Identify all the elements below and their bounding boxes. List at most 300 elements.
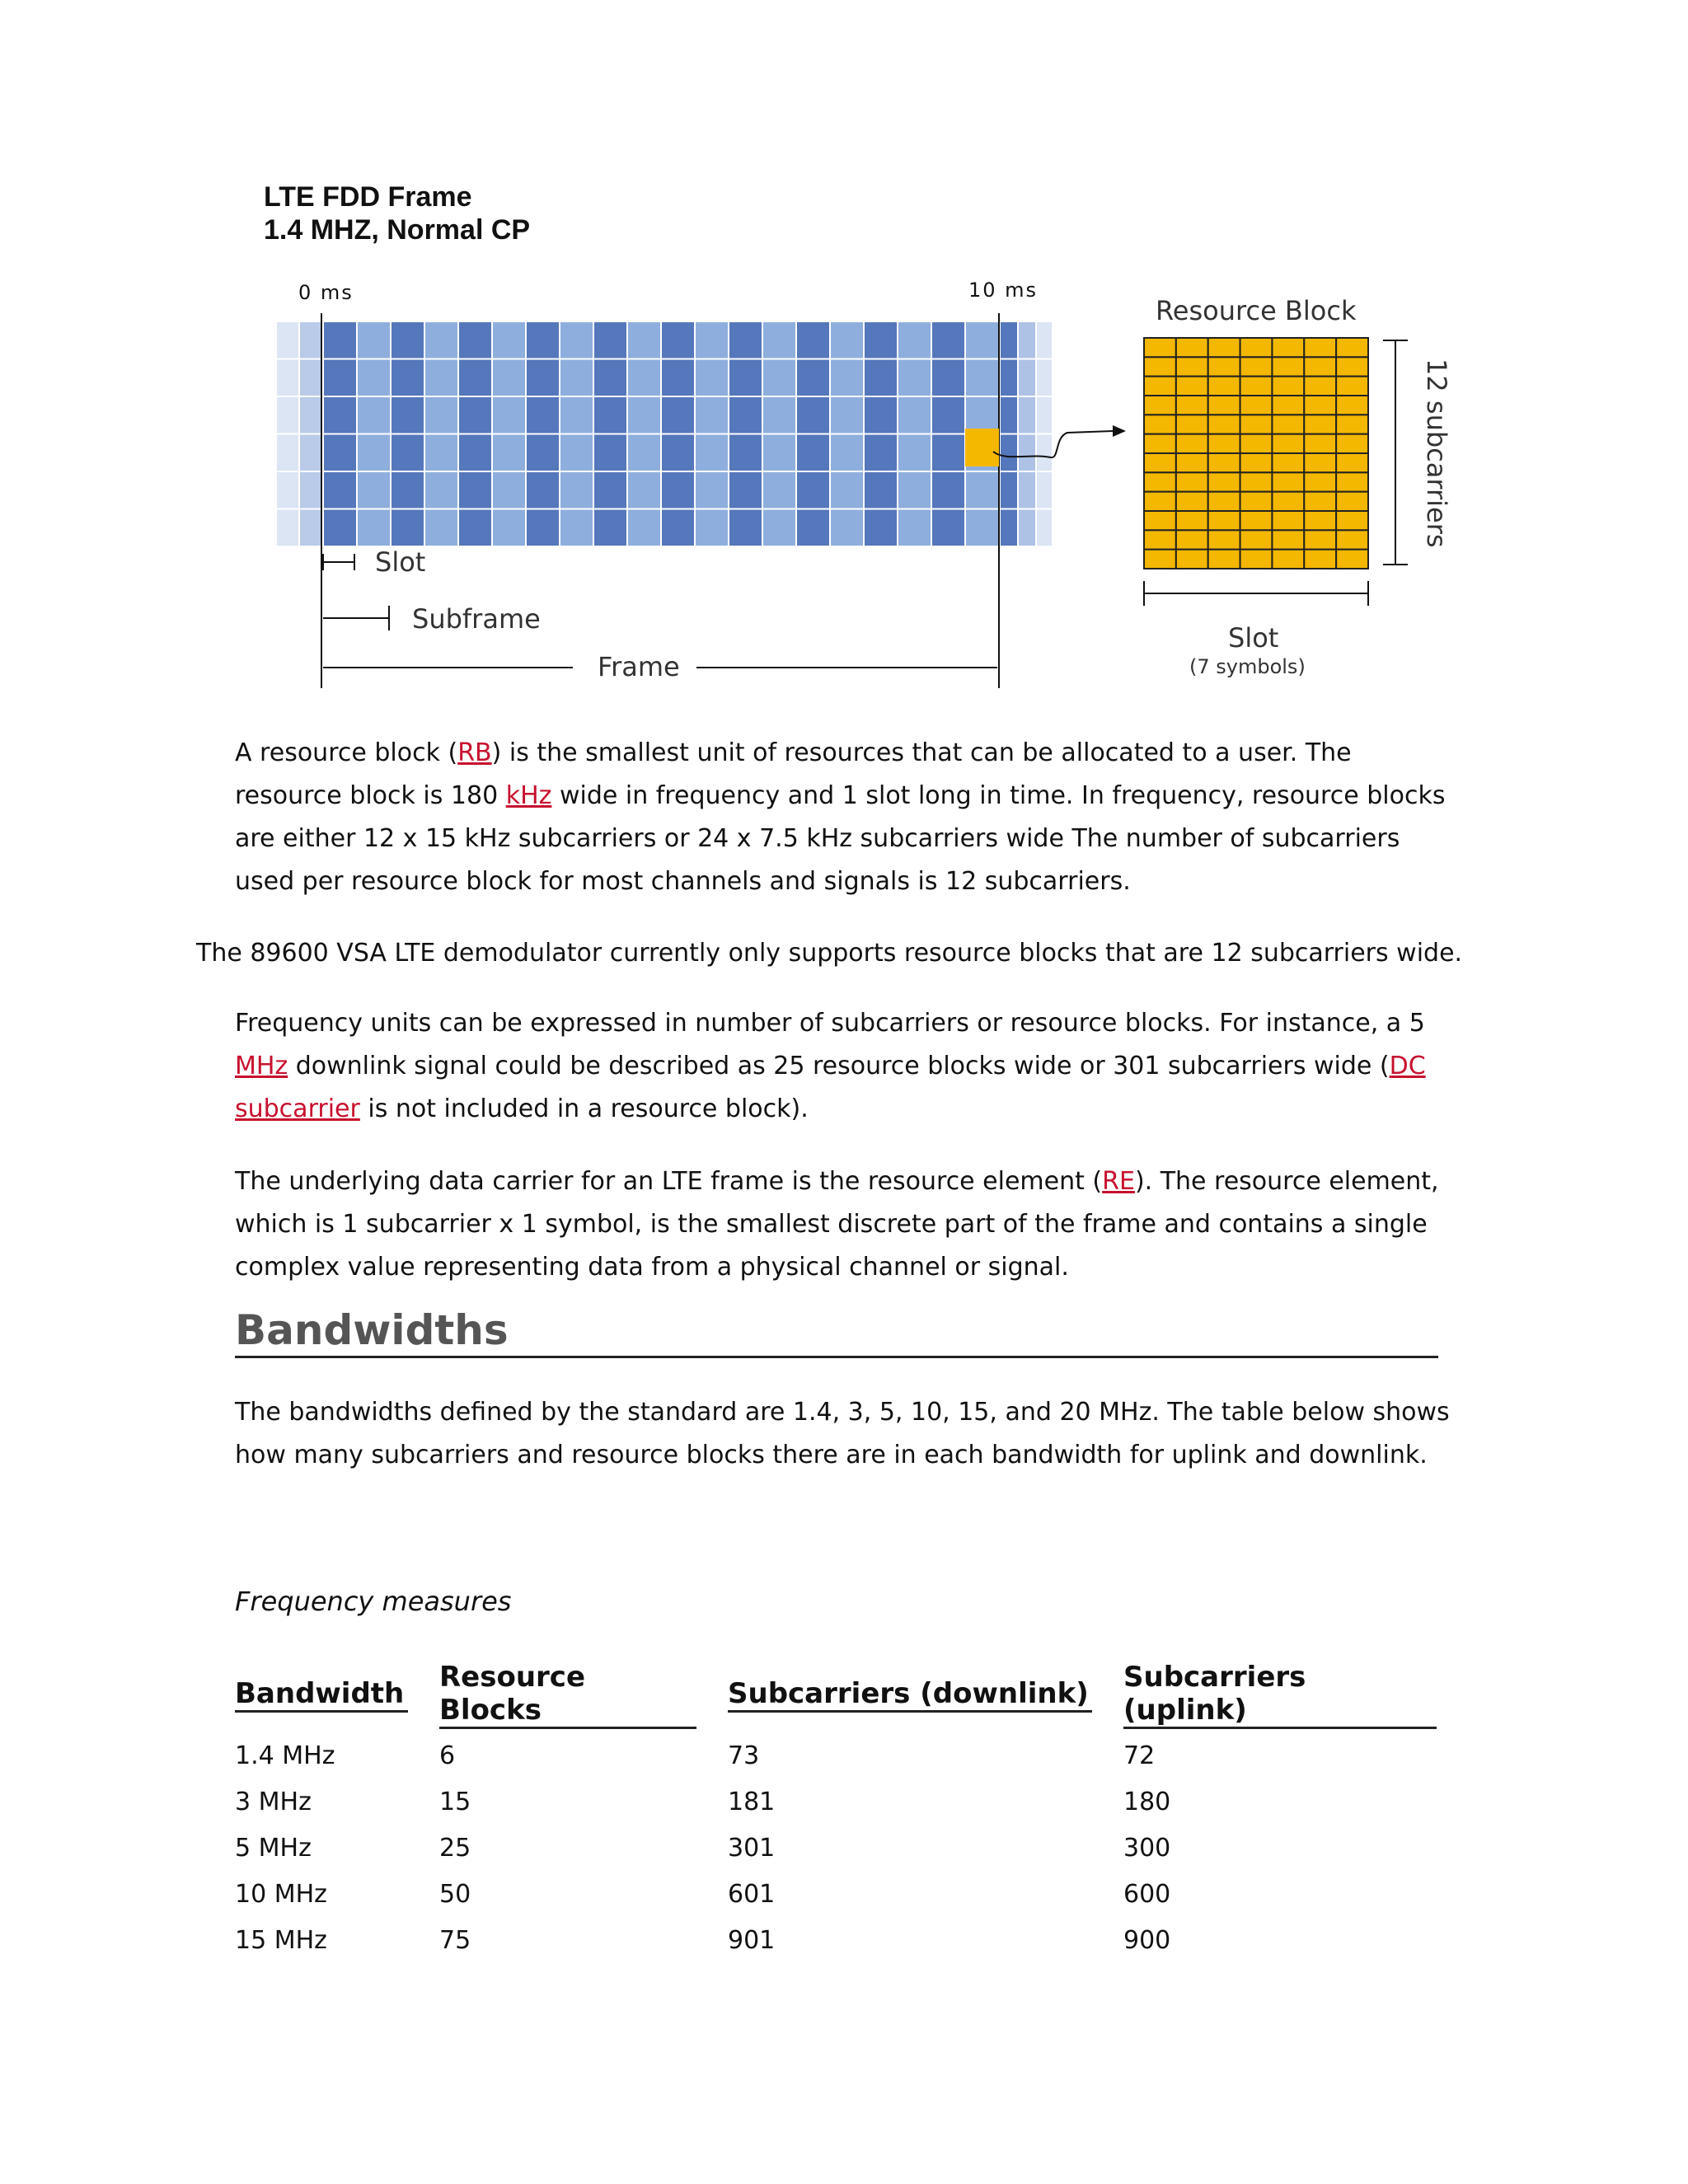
frame-cell <box>627 359 661 397</box>
rb-cell <box>1304 357 1336 376</box>
table-row <box>235 1917 1437 1963</box>
frame-cell <box>965 396 999 434</box>
cell-resource-blocks: 6 <box>439 1741 456 1770</box>
fade-cell <box>276 359 299 397</box>
frame-cell <box>323 434 357 472</box>
rb-cell <box>1336 472 1368 491</box>
rb-cell <box>1272 338 1304 357</box>
rb-cell <box>1272 415 1304 434</box>
table-row <box>235 1871 1437 1917</box>
rb-cell <box>1240 550 1273 569</box>
frame-cell <box>931 359 965 397</box>
frame-cell <box>424 396 458 434</box>
frame-cell <box>357 359 391 397</box>
frame-cell <box>323 471 357 509</box>
frame-cell <box>729 321 762 359</box>
frame-cell <box>898 359 931 397</box>
frame-cell <box>661 434 695 472</box>
p3-text-c: is not included in a resource block). <box>359 1094 809 1123</box>
frame-cell <box>661 396 695 434</box>
frame-cell <box>323 321 357 359</box>
frame-cell <box>830 359 864 397</box>
cell-subcarriers-downlink: 301 <box>728 1833 776 1863</box>
time-start-label: 0 ms <box>298 281 354 304</box>
fade-cell <box>299 434 322 472</box>
frame-cell <box>593 471 627 509</box>
diagram-title-line1: LTE FDD Frame <box>264 181 472 213</box>
frame-cell <box>762 359 796 397</box>
table-caption: Frequency measures <box>235 1586 512 1617</box>
fade-cell <box>299 359 322 397</box>
rb-cell <box>1208 472 1240 491</box>
frame-cell <box>492 359 526 397</box>
rb-cell <box>1304 415 1336 434</box>
rb-cell <box>1176 550 1208 569</box>
rb-cell <box>1272 357 1304 376</box>
header-subcarriers-downlink: Subcarriers (downlink) <box>728 1661 1123 1732</box>
rb-cell <box>1176 396 1208 415</box>
frame-cell <box>661 471 695 509</box>
frame-cell <box>391 396 424 434</box>
rb-cell <box>1208 357 1240 376</box>
fade-cell <box>276 471 299 509</box>
rb-cell <box>1272 511 1304 530</box>
rb-cell <box>1304 396 1336 415</box>
paragraph-resource-element <box>235 1160 1455 1289</box>
header-bandwidth: Bandwidth <box>235 1661 439 1732</box>
frame-cell <box>458 509 492 547</box>
fade-cell <box>299 471 322 509</box>
frame-cell <box>627 396 661 434</box>
cell-resource-blocks: 75 <box>439 1925 471 1955</box>
frame-cell <box>526 471 560 509</box>
fade-cell <box>1036 396 1053 434</box>
khz-link[interactable]: kHz <box>505 781 552 810</box>
frame-cell <box>898 396 931 434</box>
frame-cell <box>830 396 864 434</box>
cell-subcarriers-uplink: 180 <box>1123 1787 1171 1816</box>
cell-subcarriers-downlink: 901 <box>728 1925 776 1955</box>
rb-cell <box>1304 434 1336 453</box>
frame-cell <box>729 471 762 509</box>
frame-cell <box>357 321 391 359</box>
p4-text-a: The underlying data carrier for an LTE frame is the resource element ( <box>235 1167 1103 1196</box>
rb-cell <box>1240 338 1273 357</box>
frame-cell <box>526 396 560 434</box>
frequency-measures-table <box>235 1661 1437 1963</box>
frame-cell <box>661 321 695 359</box>
rb-cell <box>1144 415 1176 434</box>
p3-text-b: downlink signal could be described as 25 resource blocks wide or 301 subcarriers wide ( <box>288 1052 1390 1080</box>
frame-cell <box>661 359 695 397</box>
rb-cell <box>1144 338 1176 357</box>
rb-cell <box>1176 492 1208 511</box>
rb-cell <box>1336 357 1368 376</box>
frame-cell <box>729 396 762 434</box>
rb-cell <box>1208 550 1240 569</box>
rb-link[interactable]: RB <box>457 738 492 767</box>
frame-cell <box>560 471 593 509</box>
frame-cell <box>492 434 526 472</box>
frame-cell <box>323 396 357 434</box>
lte-frame-diagram <box>247 181 1500 709</box>
frame-cell <box>593 434 627 472</box>
rb-cell <box>1336 396 1368 415</box>
frame-cell <box>931 396 965 434</box>
rb-cell <box>1176 530 1208 549</box>
fade-cell <box>1018 509 1036 547</box>
rb-cell <box>1304 472 1336 491</box>
frame-cell <box>391 509 424 547</box>
fade-cell <box>1036 359 1053 397</box>
frame-cell <box>898 509 931 547</box>
frame-cell <box>898 471 931 509</box>
fade-cell <box>1018 321 1036 359</box>
rb-cell <box>1240 492 1273 511</box>
frame-cell <box>762 509 796 547</box>
fade-cell <box>1018 471 1036 509</box>
diagram-title-line2: 1.4 MHZ, Normal CP <box>264 214 531 246</box>
fade-cell <box>1018 434 1036 472</box>
table-row <box>235 1825 1437 1871</box>
cell-resource-blocks: 25 <box>439 1833 471 1863</box>
frame-cell <box>526 509 560 547</box>
frame-cell <box>931 471 965 509</box>
rb-cell <box>1336 511 1368 530</box>
frame-cell <box>492 509 526 547</box>
frame-cell <box>796 321 830 359</box>
frame-cell <box>931 509 965 547</box>
frame-cell <box>796 434 830 472</box>
rb-cell <box>1304 377 1336 396</box>
fade-cell <box>276 396 299 434</box>
frame-cell <box>965 359 999 397</box>
p1-text-c: wide in frequency and 1 slot long in time. In frequency, resource blocks are either 12 x 15 kHz subcarriers or 24 x 7.5 kHz subcarriers wide The number of subcarriers used per resource block for most channels and signals is 12 subcarriers. <box>235 781 1446 896</box>
frame-cell <box>864 359 898 397</box>
frame-cell <box>729 509 762 547</box>
frame-cell <box>864 509 898 547</box>
table-header-row <box>235 1661 1437 1732</box>
rb-cell <box>1176 357 1208 376</box>
rb-side-label: 12 subcarriers <box>1421 359 1452 548</box>
fade-cell <box>1000 359 1018 397</box>
rb-cell <box>1144 530 1176 549</box>
mhz-link[interactable]: MHz <box>235 1052 288 1080</box>
table-row <box>235 1779 1437 1825</box>
rb-cell <box>1304 492 1336 511</box>
cell-subcarriers-downlink: 181 <box>728 1787 776 1816</box>
frame-cell <box>391 471 424 509</box>
rb-cell <box>1176 472 1208 491</box>
header-subcarriers-uplink: Subcarriers (uplink) <box>1123 1661 1437 1732</box>
frame-cell <box>560 321 593 359</box>
rb-cell <box>1336 453 1368 472</box>
frame-cell <box>830 434 864 472</box>
rb-cell <box>1144 453 1176 472</box>
rb-cell <box>1240 472 1273 491</box>
cell-resource-blocks: 15 <box>439 1787 471 1816</box>
frame-cell <box>424 321 458 359</box>
rb-cell <box>1176 511 1208 530</box>
frame-cell <box>458 434 492 472</box>
rb-cell <box>1240 530 1273 549</box>
rb-slot-sublabel: (7 symbols) <box>1189 655 1306 678</box>
frame-cell <box>762 434 796 472</box>
cell-subcarriers-uplink: 300 <box>1123 1833 1171 1863</box>
rb-slot-label: Slot <box>1228 622 1279 654</box>
frame-cell <box>762 321 796 359</box>
frame-cell <box>424 359 458 397</box>
p1-text-a: A resource block ( <box>235 738 458 767</box>
frame-cell <box>931 434 965 472</box>
frame-cell <box>424 434 458 472</box>
frame-cell <box>492 321 526 359</box>
frame-cell <box>830 509 864 547</box>
cell-subcarriers-uplink: 600 <box>1123 1879 1171 1909</box>
rb-cell <box>1240 377 1273 396</box>
frame-cell <box>864 471 898 509</box>
frame-cell <box>695 434 729 472</box>
frame-cell <box>424 509 458 547</box>
subframe-label: Subframe <box>412 603 541 635</box>
p3-text-a: Frequency units can be expressed in number of subcarriers or resource blocks. For instance, a 5 <box>235 1009 1425 1038</box>
frame-cell <box>695 321 729 359</box>
rb-cell <box>1240 434 1273 453</box>
rb-cell <box>1208 492 1240 511</box>
frame-cell <box>864 321 898 359</box>
rb-cell <box>1272 492 1304 511</box>
frame-cell <box>864 396 898 434</box>
rb-title: Resource Block <box>1156 295 1357 326</box>
fade-cell <box>1036 471 1053 509</box>
fade-cell <box>299 396 322 434</box>
frame-cell <box>560 396 593 434</box>
fade-cell <box>1018 359 1036 397</box>
rb-cell <box>1176 453 1208 472</box>
rb-cell <box>1144 492 1176 511</box>
rb-cell <box>1336 415 1368 434</box>
rb-cell <box>1240 357 1273 376</box>
frame-cell <box>627 509 661 547</box>
paragraph-bandwidths-intro: The bandwidths defined by the standard are 1.4, 3, 5, 10, 15, and 20 MHz. The table below shows how many subcarriers and resource blocks there are in each bandwidth for uplink and downlink. <box>235 1398 1450 1469</box>
cell-subcarriers-uplink: 72 <box>1123 1741 1156 1770</box>
frame-cell <box>323 359 357 397</box>
frame-cell <box>762 471 796 509</box>
frame-cell <box>830 321 864 359</box>
frame-cell <box>391 434 424 472</box>
rb-cell <box>1144 396 1176 415</box>
rb-cell <box>1304 511 1336 530</box>
frame-cell <box>391 359 424 397</box>
p1-text-b: ) is the smallest unit of resources that can be allocated to a user. The resource block is 180 <box>235 738 1352 810</box>
frame-cell <box>796 396 830 434</box>
rb-cell <box>1304 530 1336 549</box>
frame-cell <box>796 509 830 547</box>
rb-cell <box>1272 530 1304 549</box>
frame-cell <box>424 471 458 509</box>
frame-cell <box>762 396 796 434</box>
fade-cell <box>1036 509 1053 547</box>
frame-cell <box>593 321 627 359</box>
frame-cell <box>593 396 627 434</box>
rb-cell <box>1272 377 1304 396</box>
fade-cell <box>276 509 299 547</box>
fade-cell <box>276 321 299 359</box>
frame-grid <box>323 321 999 546</box>
time-end-label: 10 ms <box>968 279 1039 302</box>
frame-cell <box>729 359 762 397</box>
fade-cell <box>1000 471 1018 509</box>
rb-cell <box>1208 511 1240 530</box>
rb-cell <box>1144 550 1176 569</box>
frame-cell <box>661 509 695 547</box>
cell-subcarriers-uplink: 900 <box>1123 1925 1171 1955</box>
rb-cell <box>1304 338 1336 357</box>
rb-cell <box>1176 377 1208 396</box>
rb-cell <box>1240 511 1273 530</box>
connector-arrowhead <box>1113 425 1126 437</box>
fade-cell <box>1000 396 1018 434</box>
frame-cell <box>458 359 492 397</box>
frame-cell <box>965 471 999 509</box>
frame-cell <box>560 359 593 397</box>
frame-cell <box>357 434 391 472</box>
rb-cell <box>1336 434 1368 453</box>
fade-cell <box>276 434 299 472</box>
frame-cell <box>357 396 391 434</box>
frame-cell <box>492 471 526 509</box>
fade-cell <box>1018 396 1036 434</box>
frame-cell <box>627 434 661 472</box>
frame-cell <box>796 359 830 397</box>
frame-cell <box>458 471 492 509</box>
cell-bandwidth: 1.4 MHz <box>235 1741 335 1770</box>
rb-cell <box>1240 415 1273 434</box>
frame-cell <box>695 471 729 509</box>
bandwidths-heading: Bandwidths <box>235 1306 1438 1358</box>
rb-cell <box>1144 434 1176 453</box>
rb-cell <box>1208 377 1240 396</box>
rb-cell <box>1336 550 1368 569</box>
rb-cell <box>1336 492 1368 511</box>
cell-subcarriers-downlink: 73 <box>728 1741 760 1770</box>
fade-cell <box>299 509 322 547</box>
rb-cell <box>1144 511 1176 530</box>
cell-resource-blocks: 50 <box>439 1879 471 1909</box>
rb-cell <box>1240 396 1273 415</box>
frame-cell <box>357 471 391 509</box>
rb-cell <box>1272 453 1304 472</box>
paragraph-frequency-units <box>235 1002 1455 1131</box>
rb-cell <box>1208 396 1240 415</box>
rb-cell <box>1208 453 1240 472</box>
cell-subcarriers-downlink: 601 <box>728 1879 776 1909</box>
rb-cell <box>1272 550 1304 569</box>
frame-cell <box>695 359 729 397</box>
rb-cell <box>1304 453 1336 472</box>
frame-cell <box>830 471 864 509</box>
frame-cell <box>898 321 931 359</box>
rb-cell <box>1208 434 1240 453</box>
fade-cell <box>1000 321 1018 359</box>
frame-cell <box>526 434 560 472</box>
frame-cell <box>391 321 424 359</box>
rb-cell <box>1144 377 1176 396</box>
frame-cell <box>931 321 965 359</box>
cell-bandwidth: 5 MHz <box>235 1833 312 1863</box>
frame-cell <box>965 509 999 547</box>
paragraph-resource-block <box>235 732 1455 903</box>
rb-cell <box>1272 396 1304 415</box>
frame-cell <box>492 396 526 434</box>
cell-bandwidth: 15 MHz <box>235 1925 327 1955</box>
rb-grid <box>1144 338 1368 569</box>
rb-cell <box>1336 530 1368 549</box>
rb-cell <box>1144 357 1176 376</box>
rb-cell <box>1208 415 1240 434</box>
frame-cell <box>357 509 391 547</box>
frame-cell <box>627 471 661 509</box>
fade-cell <box>1036 434 1053 472</box>
frame-fade-left <box>276 321 322 546</box>
frame-cell <box>560 509 593 547</box>
frame-label: Frame <box>598 651 680 682</box>
frame-cell <box>458 396 492 434</box>
rb-cell <box>1336 377 1368 396</box>
frame-fade-right <box>1000 321 1053 546</box>
frame-cell <box>729 434 762 472</box>
table-row <box>235 1732 1437 1779</box>
frame-cell <box>695 509 729 547</box>
highlighted-resource-block <box>965 429 999 466</box>
frame-cell <box>526 359 560 397</box>
frame-cell <box>593 509 627 547</box>
rb-cell <box>1336 338 1368 357</box>
cell-bandwidth: 3 MHz <box>235 1787 312 1816</box>
rb-cell <box>1240 453 1273 472</box>
rb-cell <box>1304 550 1336 569</box>
rb-cell <box>1176 434 1208 453</box>
fade-cell <box>1036 321 1053 359</box>
frame-cell <box>695 396 729 434</box>
paragraph-vsa-support: The 89600 VSA LTE demodulator currently only supports resource blocks that are 12 subcarriers wide. <box>196 939 1463 968</box>
fade-cell <box>1000 509 1018 547</box>
frame-cell <box>965 321 999 359</box>
rb-cell <box>1272 472 1304 491</box>
re-link[interactable]: RE <box>1102 1167 1135 1196</box>
frame-cell <box>898 434 931 472</box>
header-resource-blocks: Resource Blocks <box>439 1661 728 1732</box>
slot-label: Slot <box>375 546 426 578</box>
frame-cell <box>526 321 560 359</box>
p4-text-b: ). The resource element, which is 1 subcarrier x 1 symbol, is the smallest discrete part of the frame and contains a single complex value representing data from a physical channel or signal. <box>235 1167 1439 1282</box>
rb-cell <box>1208 530 1240 549</box>
frame-cell <box>560 434 593 472</box>
frame-cell <box>458 321 492 359</box>
rb-cell <box>1208 338 1240 357</box>
fade-cell <box>299 321 322 359</box>
frame-cell <box>593 359 627 397</box>
cell-bandwidth: 10 MHz <box>235 1879 327 1909</box>
frame-cell <box>627 321 661 359</box>
frame-cell <box>796 471 830 509</box>
rb-cell <box>1176 415 1208 434</box>
dc-subcarrier-link[interactable]: DC subcarrier <box>235 1052 1426 1123</box>
rb-cell <box>1272 434 1304 453</box>
rb-cell <box>1176 338 1208 357</box>
frame-cell <box>323 509 357 547</box>
fade-cell <box>1000 434 1018 472</box>
